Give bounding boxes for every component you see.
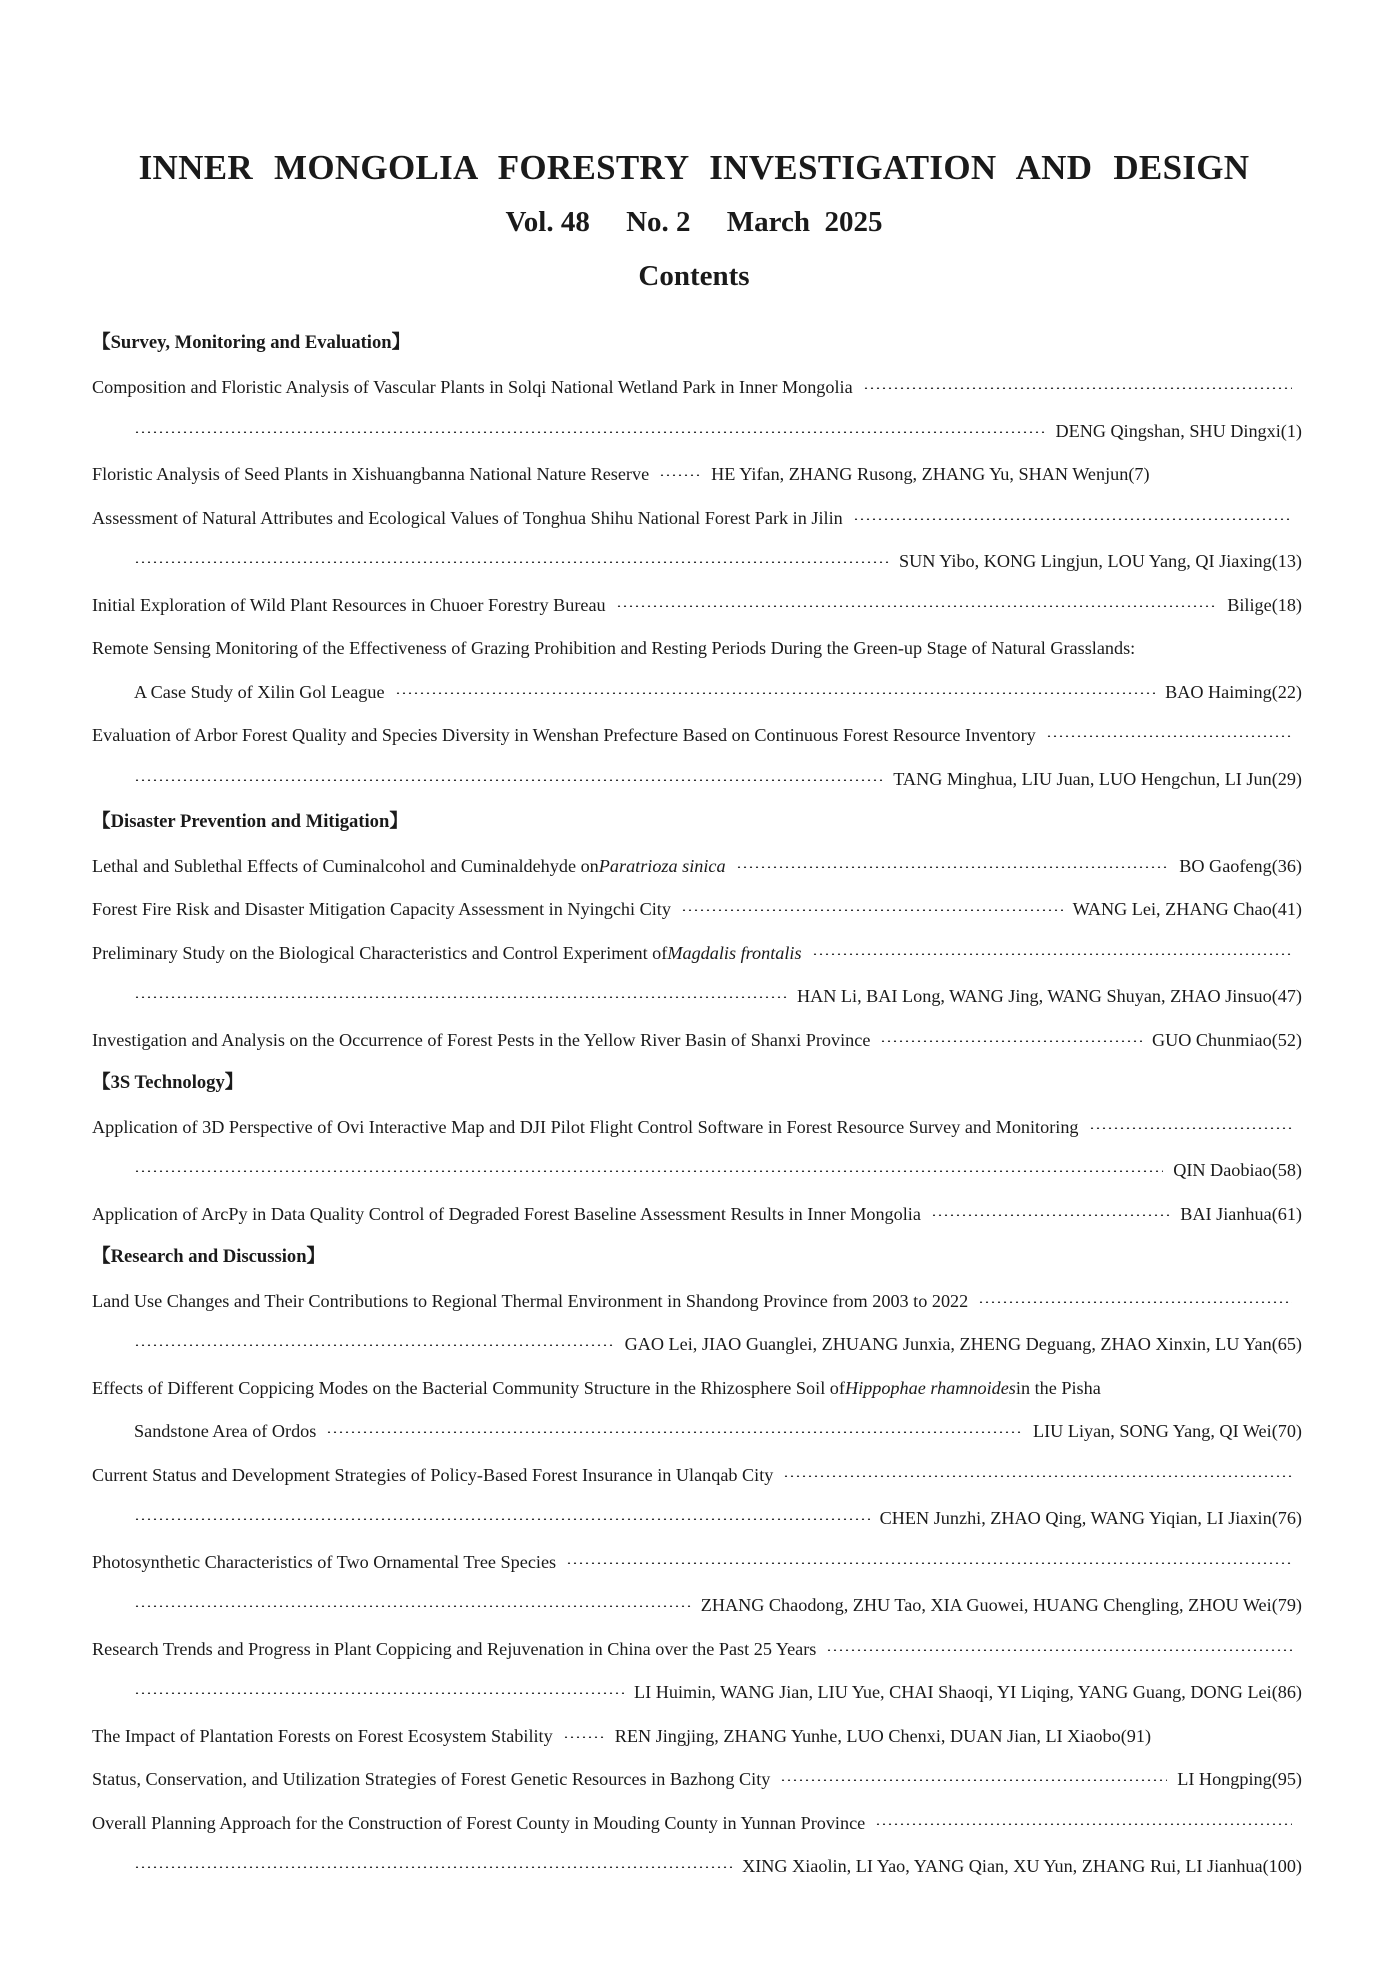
page-number: (7) [1128,464,1150,485]
page-number: (91) [1120,1725,1152,1746]
species-name: Paratrioza sinica [598,855,726,876]
article-authors: REN Jingjing, ZHANG Yunhe, LUO Chenxi, DUAN Jian, LI Xiaobo [614,1725,1121,1746]
dot-leader [1046,735,1292,737]
dot-leader [134,1518,870,1520]
article-authors: Bilige [1227,594,1272,615]
page-number: (1) [1280,420,1302,441]
article-authors: HE Yifan, ZHANG Rusong, ZHANG Yu, SHAN Wenjun [711,464,1129,485]
article-title: Current Status and Development Strategies of Policy-Based Forest Insurance in Ulanqab City [92,1464,774,1485]
species-name: Magdalis frontalis [667,942,802,963]
dot-leader [134,1605,691,1607]
issue-info: Vol. 48 No. 2 March 2025 [505,206,883,238]
dot-leader [326,1431,1023,1433]
toc-entry-continuation[interactable] [92,670,1302,714]
toc-entry[interactable] [92,453,1302,497]
dot-leader [566,1562,1292,1564]
dot-leader [812,953,1292,955]
article-authors: BAO Haiming [1165,681,1272,702]
article-title: Floristic Analysis of Seed Plants in Xishuangbanna National Nature Reserve [92,464,650,485]
toc-entry-continuation[interactable] [92,1323,1302,1367]
toc-entry[interactable] [92,714,1302,758]
article-title: Investigation and Analysis on the Occurrence of Forest Pests in the Yellow River Basin of Shanxi Province [92,1029,871,1050]
toc-entry[interactable] [92,496,1302,540]
article-title: Evaluation of Arbor Forest Quality and Species Diversity in Wenshan Prefecture Based on Continuous Forest Resource Inventory [92,725,1036,746]
page-number: (100) [1262,1856,1302,1877]
page-number: (86) [1271,1682,1302,1703]
dot-leader [134,779,883,781]
toc-entry-continuation[interactable] [92,540,1302,584]
toc-entry[interactable] [92,1279,1302,1323]
dot-leader [134,431,1045,433]
article-title: Composition and Floristic Analysis of Vascular Plants in Solqi National Wetland Park in Inner Mongolia [92,377,853,398]
dot-leader [616,605,1218,607]
dot-leader [978,1301,1292,1303]
toc-entry-continuation[interactable] [92,409,1302,453]
article-title: Preliminary Study on the Biological Characteristics and Control Experiment of [92,942,668,963]
table-of-contents [92,322,1302,1888]
dot-leader [134,1692,624,1694]
article-title: Overall Planning Approach for the Construction of Forest County in Mouding County in Yunnan Province [92,1812,866,1833]
toc-entry[interactable] [92,1105,1302,1149]
page-number: (22) [1271,681,1302,702]
toc-entry[interactable] [92,366,1302,410]
article-title: The Impact of Plantation Forests on Forest Ecosystem Stability [92,1725,553,1746]
page-number: (41) [1271,899,1302,920]
page-number: (65) [1271,1334,1302,1355]
toc-entry[interactable] [92,1192,1302,1236]
journal-title: INNER MONGOLIA FORESTRY INVESTIGATION AND DESIGN [138,148,1250,187]
dot-leader [659,474,701,476]
article-authors: BO Gaofeng [1179,855,1272,876]
toc-entry[interactable] [92,1540,1302,1584]
section-heading: 【Disaster Prevention and Mitigation】 [92,810,408,832]
page-number: (58) [1271,1160,1302,1181]
section-heading: 【Survey, Monitoring and Evaluation】 [92,332,411,354]
article-title: Status, Conservation, and Utilization Strategies of Forest Genetic Resources in Bazhong City [92,1769,771,1790]
article-authors: GAO Lei, JIAO Guanglei, ZHUANG Junxia, ZHENG Deguang, ZHAO Xinxin, LU Yan [624,1334,1272,1355]
dot-leader [780,1779,1167,1781]
article-title: Application of 3D Perspective of Ovi Interactive Map and DJI Pilot Flight Control Software in Forest Resource Survey and Monitoring [92,1116,1079,1137]
dot-leader [681,909,1063,911]
dot-leader [880,1040,1142,1042]
toc-entry-continuation[interactable] [92,1671,1302,1715]
article-authors: QIN Daobiao [1173,1160,1272,1181]
article-authors: TANG Minghua, LIU Juan, LUO Hengchun, LI Jun [893,768,1272,789]
page-number: (47) [1271,986,1302,1007]
toc-entry[interactable] [92,1453,1302,1497]
dot-leader [395,692,1156,694]
article-authors: XING Xiaolin, LI Yao, YANG Qian, XU Yun, ZHANG Rui, LI Jianhua [742,1856,1263,1877]
article-title: Effects of Different Coppicing Modes on the Bacterial Community Structure in the Rhizosphere Soil of [92,1377,845,1398]
toc-entry[interactable] [92,1758,1302,1802]
page-number: (70) [1271,1421,1302,1442]
dot-leader [931,1214,1170,1216]
article-title: Assessment of Natural Attributes and Ecological Values of Tonghua Shihu National Forest Park in Jilin [92,507,843,528]
article-title: Lethal and Sublethal Effects of Cuminalcohol and Cuminaldehyde on [92,855,599,876]
toc-entry-continuation[interactable] [92,1410,1302,1454]
article-authors: CHEN Junzhi, ZHAO Qing, WANG Yiqian, LI Jiaxin [879,1508,1272,1529]
dot-leader [134,1344,615,1346]
page-number: (29) [1271,768,1302,789]
dot-leader [826,1649,1292,1651]
toc-entry[interactable] [92,931,1302,975]
section-heading: 【Research and Discussion】 [92,1245,326,1267]
article-title: Research Trends and Progress in Plant Coppicing and Rejuvenation in China over the Past 25 Years [92,1638,817,1659]
article-authors: HAN Li, BAI Long, WANG Jing, WANG Shuyan, ZHAO Jinsuo [796,986,1272,1007]
article-authors: DENG Qingshan, SHU Dingxi [1055,420,1281,441]
page-number: (79) [1271,1595,1302,1616]
article-title-continued: A Case Study of Xilin Gol League [134,681,385,702]
dot-leader [134,561,889,563]
section-heading: 【3S Technology】 [92,1071,244,1093]
page-number: (18) [1271,594,1302,615]
dot-leader [875,1823,1292,1825]
dot-leader [563,1736,605,1738]
dot-leader [853,518,1292,520]
page-number: (36) [1271,855,1302,876]
contents-heading: Contents [638,260,750,292]
toc-entry[interactable] [92,888,1302,932]
toc-entry-continuation[interactable] [92,757,1302,801]
page-number: (76) [1271,1508,1302,1529]
toc-entry[interactable] [92,627,1302,671]
toc-entry[interactable] [92,1801,1302,1845]
dot-leader [1089,1127,1292,1129]
article-title: Initial Exploration of Wild Plant Resources in Chuoer Forestry Bureau [92,594,606,615]
article-authors: BAI Jianhua [1180,1203,1272,1224]
article-authors: ZHANG Chaodong, ZHU Tao, XIA Guowei, HUANG Chengling, ZHOU Wei [700,1595,1272,1616]
dot-leader [134,1170,1163,1172]
page-number: (52) [1271,1029,1302,1050]
article-authors: LIU Liyan, SONG Yang, QI Wei [1033,1421,1272,1442]
dot-leader [134,996,787,998]
dot-leader [863,387,1292,389]
toc-entry[interactable] [92,1627,1302,1671]
article-authors: LI Hongping [1177,1769,1272,1790]
toc-entry-continuation[interactable] [92,1845,1302,1889]
article-authors: SUN Yibo, KONG Lingjun, LOU Yang, QI Jiaxing [899,551,1272,572]
article-title-continued: Sandstone Area of Ordos [134,1421,317,1442]
article-title: Remote Sensing Monitoring of the Effectiveness of Grazing Prohibition and Resting Periods During the Green-up Stage of Natural Grasslands: [92,638,1136,659]
article-authors: GUO Chunmiao [1151,1029,1272,1050]
page-number: (61) [1271,1203,1302,1224]
article-title: Forest Fire Risk and Disaster Mitigation Capacity Assessment in Nyingchi City [92,899,671,920]
toc-entry[interactable] [92,1366,1302,1410]
article-title: Land Use Changes and Their Contributions to Regional Thermal Environment in Shandong Province from 2003 to 2022 [92,1290,969,1311]
toc-entry[interactable] [92,1018,1302,1062]
species-name: Hippophae rhamnoides [844,1377,1016,1398]
toc-entry[interactable] [92,583,1302,627]
article-authors: LI Huimin, WANG Jian, LIU Yue, CHAI Shaoqi, YI Liqing, YANG Guang, DONG Lei [634,1682,1272,1703]
page-number: (95) [1271,1769,1302,1790]
toc-entry-continuation[interactable] [92,975,1302,1019]
article-title: Application of ArcPy in Data Quality Control of Degraded Forest Baseline Assessment Results in Inner Mongolia [92,1203,921,1224]
toc-entry-continuation[interactable] [92,1497,1302,1541]
toc-entry-continuation[interactable] [92,1149,1302,1193]
article-authors: WANG Lei, ZHANG Chao [1072,899,1272,920]
toc-entry-continuation[interactable] [92,1584,1302,1628]
dot-leader [783,1475,1292,1477]
article-title-tail: in the Pisha [1015,1377,1101,1398]
toc-entry[interactable] [92,844,1302,888]
toc-entry[interactable] [92,1714,1302,1758]
article-title: Photosynthetic Characteristics of Two Ornamental Tree Species [92,1551,557,1572]
page-number: (13) [1271,551,1302,572]
dot-leader [134,1866,732,1868]
dot-leader [736,866,1170,868]
